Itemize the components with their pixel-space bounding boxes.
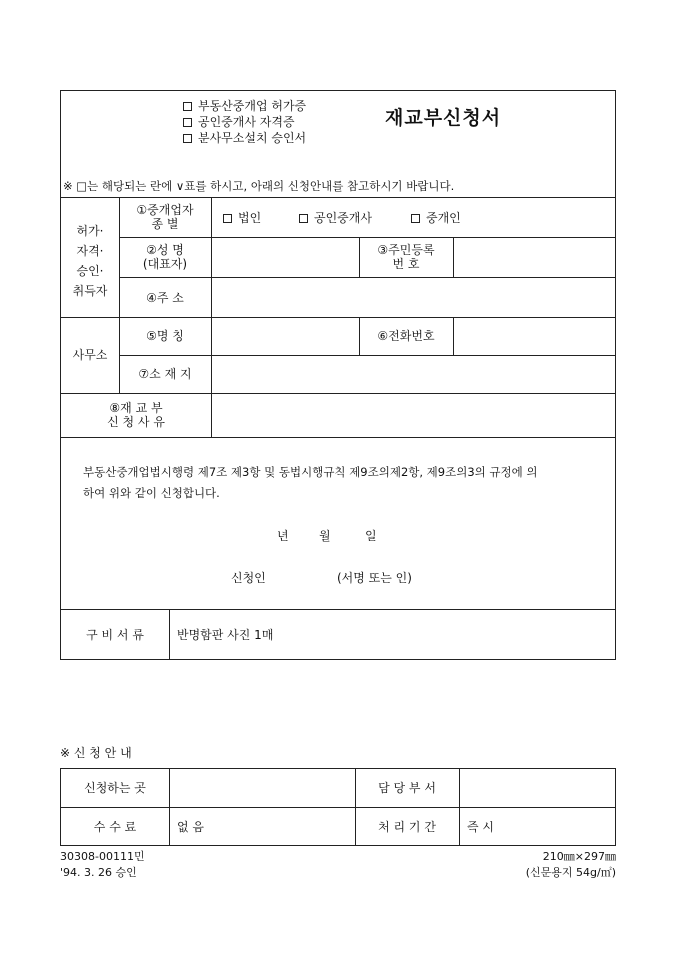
fee-label: 수 수 료 [93, 820, 137, 834]
applicant-signature-label: 신청인 [231, 571, 266, 585]
option-permit[interactable]: 부동산중개업 허가증 [183, 99, 306, 113]
instruction-note: ※ □는 해당되는 란에 ∨표를 하시고, 아래의 신청안내를 참고하시기 바랍니다. [63, 179, 455, 193]
date-year: 년 [277, 529, 289, 543]
rrn-field[interactable] [454, 238, 614, 276]
guide-heading: ※ 신 청 안 내 [60, 746, 132, 760]
processing-period-label: 처 리 기 간 [378, 820, 436, 834]
agent-type-corporation[interactable]: 법인 [223, 211, 261, 225]
date-month: 월 [319, 529, 331, 543]
checkbox-icon[interactable] [411, 214, 420, 223]
checkbox-icon[interactable] [299, 214, 308, 223]
application-guide-table [60, 768, 616, 846]
agent-type-label: ①중개업자 종 별 [136, 203, 194, 231]
application-form [60, 90, 616, 660]
office-name-label: ⑤명 칭 [146, 329, 184, 343]
filing-place-label: 신청하는 곳 [84, 781, 146, 795]
signature-note: (서명 또는 인) [337, 571, 412, 585]
checkbox-icon[interactable] [183, 118, 192, 127]
address-label: ④주 소 [146, 291, 184, 305]
fee-value: 없 음 [177, 820, 204, 834]
agent-type-licensed[interactable]: 공인중개사 [299, 211, 372, 225]
documents-label: 구 비 서 류 [86, 628, 144, 642]
address-field[interactable] [212, 278, 614, 316]
agent-type-broker[interactable]: 중개인 [411, 211, 461, 225]
declaration-text-line1: 부동산중개업법시행령 제7조 제3항 및 동법시행규칙 제9조의제2항, 제9조의3의 규정에 의 [83, 465, 538, 479]
paper-type: (신문용지 54g/㎡) [525, 866, 616, 879]
office-name-field[interactable] [212, 318, 358, 354]
location-label: ⑦소 재 지 [138, 367, 192, 381]
phone-field[interactable] [454, 318, 614, 354]
office-group-label: 사무소 [72, 348, 108, 362]
rrn-label: ③주민등록 번 호 [377, 243, 435, 271]
reason-field[interactable] [212, 394, 614, 436]
applicant-group-label: 허가· 자격· 승인· 취득자 [72, 224, 108, 298]
documents-value: 반명함판 사진 1매 [177, 628, 274, 642]
declaration-text-line2: 하여 위와 같이 신청합니다. [83, 486, 220, 500]
checkbox-icon[interactable] [183, 102, 192, 111]
processing-period-value: 즉 시 [467, 820, 494, 834]
option-branch[interactable]: 분사무소설치 승인서 [183, 131, 306, 145]
paper-size: 210㎜×297㎜ [542, 850, 616, 863]
name-label: ②성 명 (대표자) [142, 243, 188, 271]
date-day: 일 [365, 529, 377, 543]
checkbox-icon[interactable] [183, 134, 192, 143]
name-field[interactable] [212, 238, 358, 276]
option-license[interactable]: 공인중개사 자격증 [183, 115, 295, 129]
checkbox-icon[interactable] [223, 214, 232, 223]
form-number: 30308-00111민 [60, 850, 145, 863]
department-label: 담 당 부 서 [378, 781, 436, 795]
phone-label: ⑥전화번호 [377, 329, 435, 343]
location-field[interactable] [212, 356, 614, 392]
approval-date: '94. 3. 26 승인 [60, 866, 137, 879]
form-title: 재교부신청서 [385, 107, 502, 129]
reason-label: ⑧재 교 부 신 청 사 유 [107, 401, 165, 429]
